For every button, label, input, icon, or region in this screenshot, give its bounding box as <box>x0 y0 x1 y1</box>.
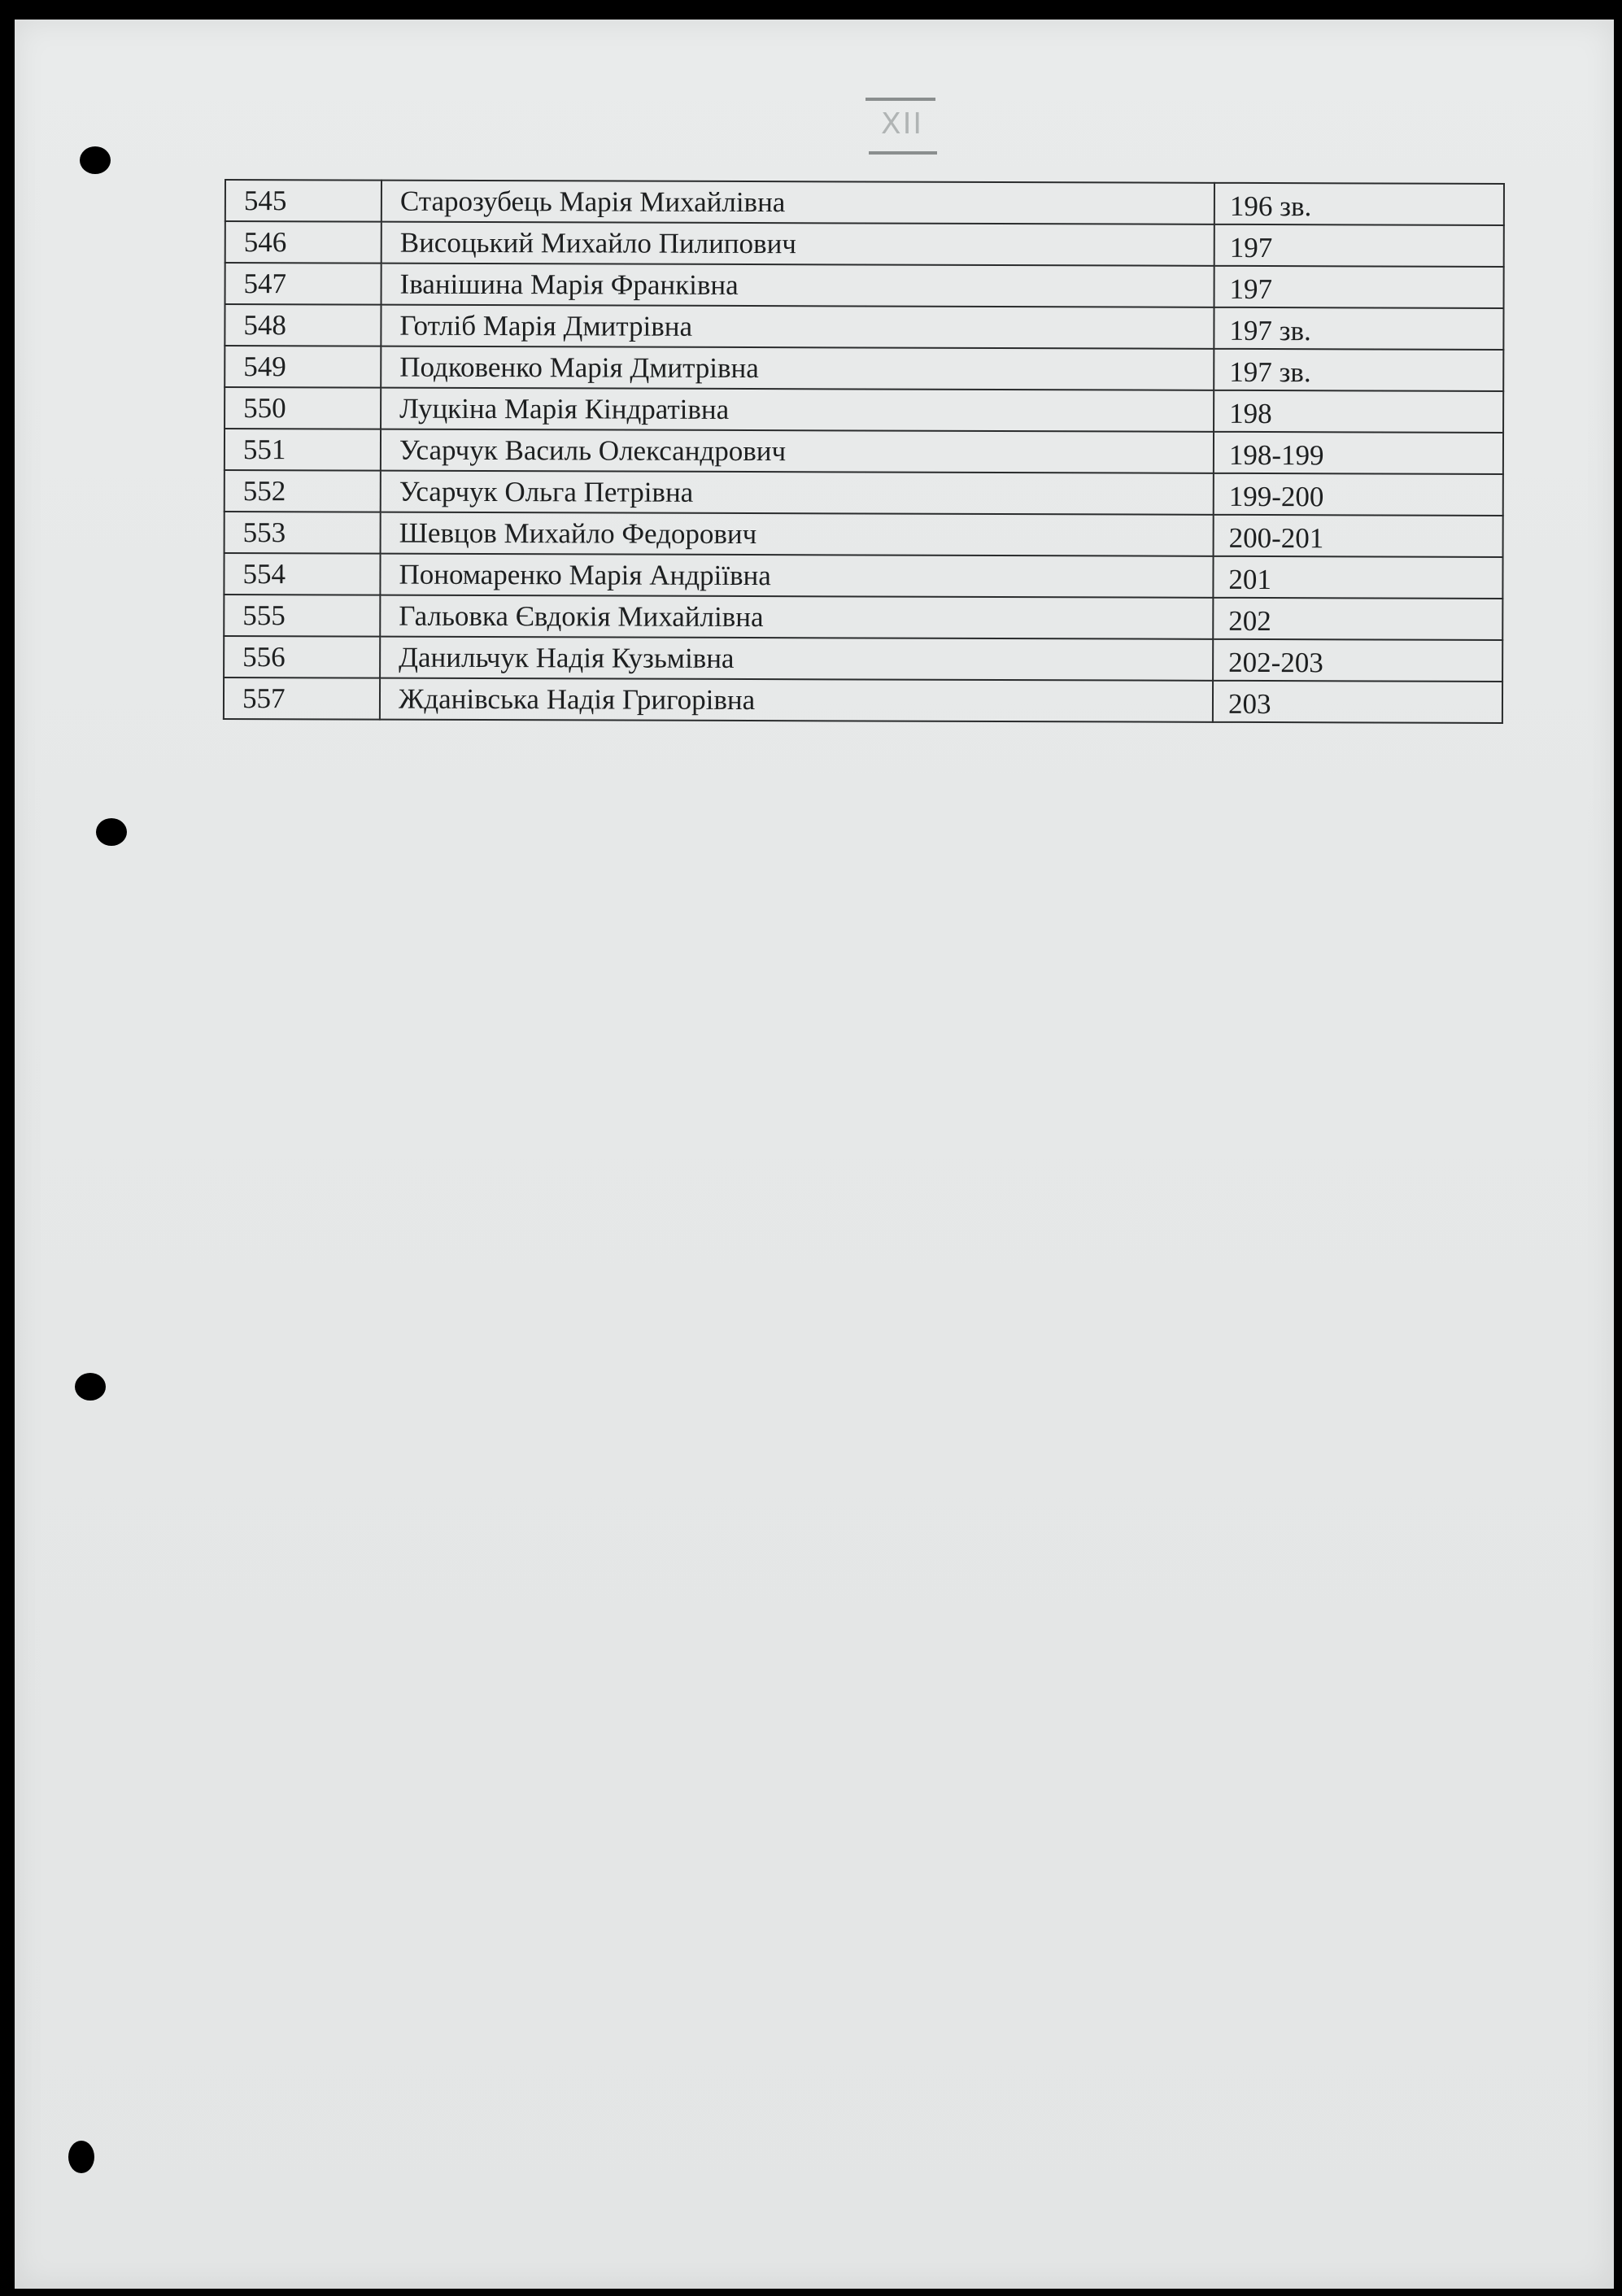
person-name: Луцкіна Марія Кіндратівна <box>381 388 1214 432</box>
punch-hole <box>68 2141 94 2173</box>
page-reference: 199-200 <box>1214 473 1503 516</box>
punch-hole <box>96 818 127 846</box>
row-number: 554 <box>224 553 380 595</box>
table-row <box>224 553 1502 599</box>
row-number: 548 <box>225 304 381 346</box>
punch-hole <box>75 1373 106 1401</box>
person-name: Висоцький Михайло Пилипович <box>382 222 1214 266</box>
table-row <box>224 595 1502 640</box>
table-row <box>225 387 1503 433</box>
table-row <box>225 263 1504 308</box>
page-reference: 202-203 <box>1213 639 1502 682</box>
page-reference: 197 <box>1214 224 1504 267</box>
row-number: 556 <box>224 636 380 678</box>
person-name: Гальовка Євдокія Михайлівна <box>380 595 1213 639</box>
person-name: Подковенко Марія Дмитрівна <box>381 346 1214 390</box>
archive-mark <box>866 98 939 156</box>
table-row <box>225 180 1504 225</box>
row-number: 553 <box>225 512 381 554</box>
table-row <box>225 429 1503 474</box>
archive-mark-text: XII <box>881 107 923 141</box>
row-number: 550 <box>225 387 381 429</box>
archive-mark-bottom-line <box>869 151 937 155</box>
paper-sheet <box>15 20 1614 2289</box>
person-name: Старозубець Марія Михайлівна <box>382 181 1214 224</box>
person-name: Усарчук Василь Олександрович <box>381 429 1214 473</box>
table-row <box>224 636 1502 682</box>
page-reference: 201 <box>1213 556 1502 599</box>
page-reference: 203 <box>1213 681 1502 723</box>
table-row <box>225 470 1503 516</box>
page-reference: 198 <box>1214 390 1503 433</box>
page-reference: 197 <box>1214 266 1504 308</box>
table-row <box>225 512 1503 557</box>
page-reference: 198-199 <box>1214 432 1503 474</box>
page-reference: 200-201 <box>1214 515 1503 557</box>
row-number: 547 <box>225 263 382 305</box>
table-row <box>225 221 1504 267</box>
page-reference: 202 <box>1213 598 1502 640</box>
person-name: Іванішина Марія Франківна <box>382 264 1214 307</box>
table-row <box>225 346 1503 391</box>
row-number: 549 <box>225 346 381 388</box>
table-row <box>224 677 1502 723</box>
row-number: 552 <box>225 470 381 512</box>
table-row <box>225 304 1503 350</box>
name-list-table <box>223 179 1505 724</box>
person-name: Пономаренко Марія Андріївна <box>380 554 1213 598</box>
row-number: 551 <box>225 429 381 471</box>
person-name: Готліб Марія Дмитрівна <box>381 305 1214 349</box>
page-reference: 197 зв. <box>1214 349 1503 391</box>
punch-hole <box>80 146 111 174</box>
person-name: Усарчук Ольга Петрівна <box>381 471 1214 515</box>
row-number: 546 <box>225 221 382 264</box>
page-reference: 196 зв. <box>1214 183 1504 225</box>
person-name: Данильчук Надія Кузьмівна <box>380 637 1213 681</box>
row-number: 557 <box>224 677 380 720</box>
name-list-body <box>224 180 1504 723</box>
person-name: Шевцов Михайло Федорович <box>381 512 1214 556</box>
page-reference: 197 зв. <box>1214 307 1503 350</box>
archive-mark-top-line <box>866 98 935 101</box>
row-number: 545 <box>225 180 382 222</box>
person-name: Жданівська Надія Григорівна <box>380 678 1213 722</box>
row-number: 555 <box>224 595 380 637</box>
